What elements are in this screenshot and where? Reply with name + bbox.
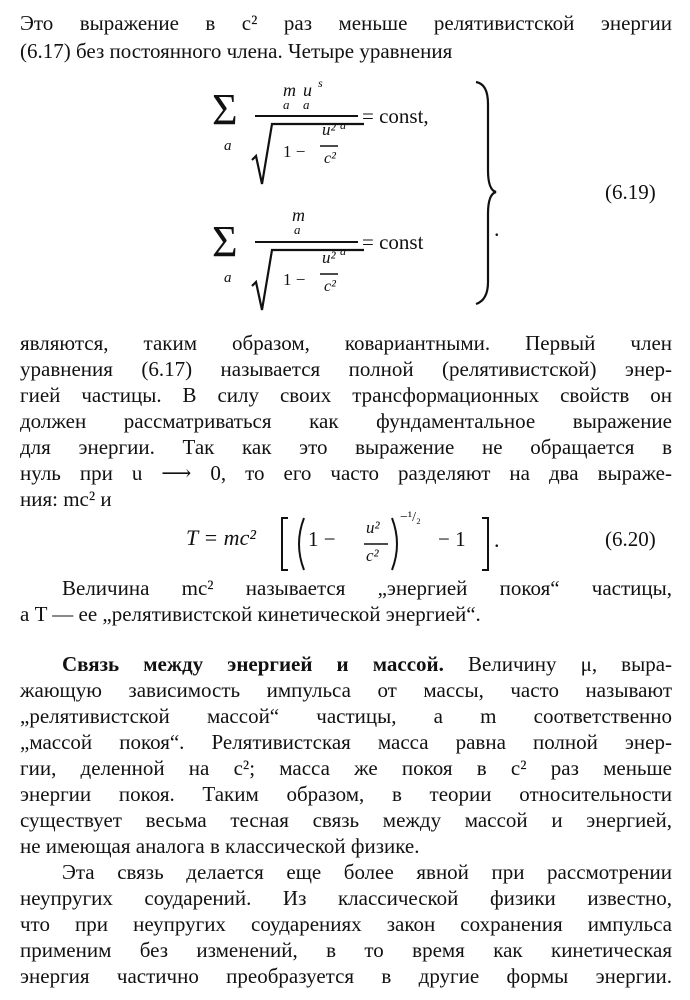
text-line: „массой покоя“. Релятивистская масса равна полной энер- bbox=[20, 730, 672, 754]
text-line: существует весьма тесная связь между массой и энергией, bbox=[20, 808, 672, 832]
radical-c-squared: c² bbox=[324, 150, 336, 167]
radical-one-minus: 1 − bbox=[283, 270, 306, 289]
text-line: применим без изменений, в то время как кинетическая bbox=[20, 938, 672, 962]
numerator-m: m bbox=[283, 80, 296, 100]
text-line: гии, деленной на c²; масса же покоя в c² раз меньше bbox=[20, 756, 672, 780]
text-line: не имеющая аналога в классической физике. bbox=[20, 834, 420, 858]
numerator-index: a bbox=[283, 97, 290, 112]
radical-one-minus: 1 − bbox=[283, 142, 306, 161]
text-line: Величина mc² называется „энергией покоя“ частицы, bbox=[62, 576, 672, 600]
text-line: ния: mc² и bbox=[20, 487, 112, 511]
text-line: должен рассматриваться как фундаментальное выражение bbox=[20, 409, 672, 433]
text-line: что при неупругих соударениях закон сохранения импульса bbox=[20, 912, 672, 936]
text-line: Эта связь делается еще более явной при рассмотрении bbox=[62, 860, 672, 884]
radical-c-squared: c² bbox=[324, 278, 336, 295]
numerator-u: u bbox=[303, 80, 312, 100]
const-2: = const bbox=[362, 230, 424, 254]
exponent: −¹/₂ bbox=[400, 510, 421, 525]
lhs: T = mc² bbox=[186, 525, 256, 550]
text-line: (6.17) без постоянного члена. Четыре уравнения bbox=[20, 39, 453, 63]
sum-symbol: Σ bbox=[212, 217, 238, 266]
text-line: энергии покоя. Таким образом, в теории относительности bbox=[20, 782, 672, 806]
text-line: неупругих соударений. Из классической физики известно, bbox=[20, 886, 672, 910]
text-line: являются, таким образом, ковариантными. Первый член bbox=[20, 331, 672, 355]
radical-index: a bbox=[340, 118, 346, 132]
eq-dot: . bbox=[494, 216, 500, 241]
numerator-m: m bbox=[292, 205, 305, 225]
numerator-exponent: s bbox=[318, 76, 323, 90]
text-line: Это выражение в c² раз меньше релятивистской энергии bbox=[20, 11, 672, 35]
const-1: = const, bbox=[362, 104, 429, 128]
text-line: жающую зависимость импульса от массы, часто называют bbox=[20, 678, 672, 702]
text-line: энергия частично преобразуется в другие формы энергии. bbox=[20, 964, 672, 988]
equation-number: (6.20) bbox=[605, 527, 656, 551]
u-squared: u² bbox=[366, 518, 380, 537]
text-line: уравнения (6.17) называется полной (релятивистской) энер- bbox=[20, 357, 672, 381]
c-squared: c² bbox=[366, 546, 379, 565]
equation-number: (6.19) bbox=[605, 180, 656, 204]
minus-one: − 1 bbox=[438, 527, 466, 551]
radical-u-squared: u² bbox=[322, 120, 336, 139]
text-line: Связь между энергией и массой. Величину μ, выра- bbox=[62, 652, 673, 676]
radical-u-squared: u² bbox=[322, 248, 336, 267]
one-minus: 1 − bbox=[308, 527, 336, 551]
text-line: для энергии. Так как это выражение не обращается в bbox=[20, 435, 672, 459]
text-line: гией частицы. В силу своих трансформационных свойств он bbox=[20, 383, 672, 407]
radical-index: a bbox=[340, 244, 346, 258]
section-heading: Связь между энергией и массой. bbox=[62, 652, 444, 676]
numerator-index: a bbox=[294, 222, 301, 237]
text-line: нуль при u ⟶ 0, то его часто разделяют на два выраже- bbox=[20, 461, 672, 485]
eq-dot: . bbox=[494, 527, 500, 552]
sum-index: a bbox=[224, 270, 232, 286]
numerator-index: a bbox=[303, 97, 310, 112]
text-line: „релятивистской массой“ частицы, а m соответственно bbox=[20, 704, 672, 728]
sum-index: a bbox=[224, 138, 232, 154]
sum-symbol: Σ bbox=[212, 85, 238, 134]
text-line: а T — ее „релятивистской кинетической энергией“. bbox=[20, 602, 481, 626]
